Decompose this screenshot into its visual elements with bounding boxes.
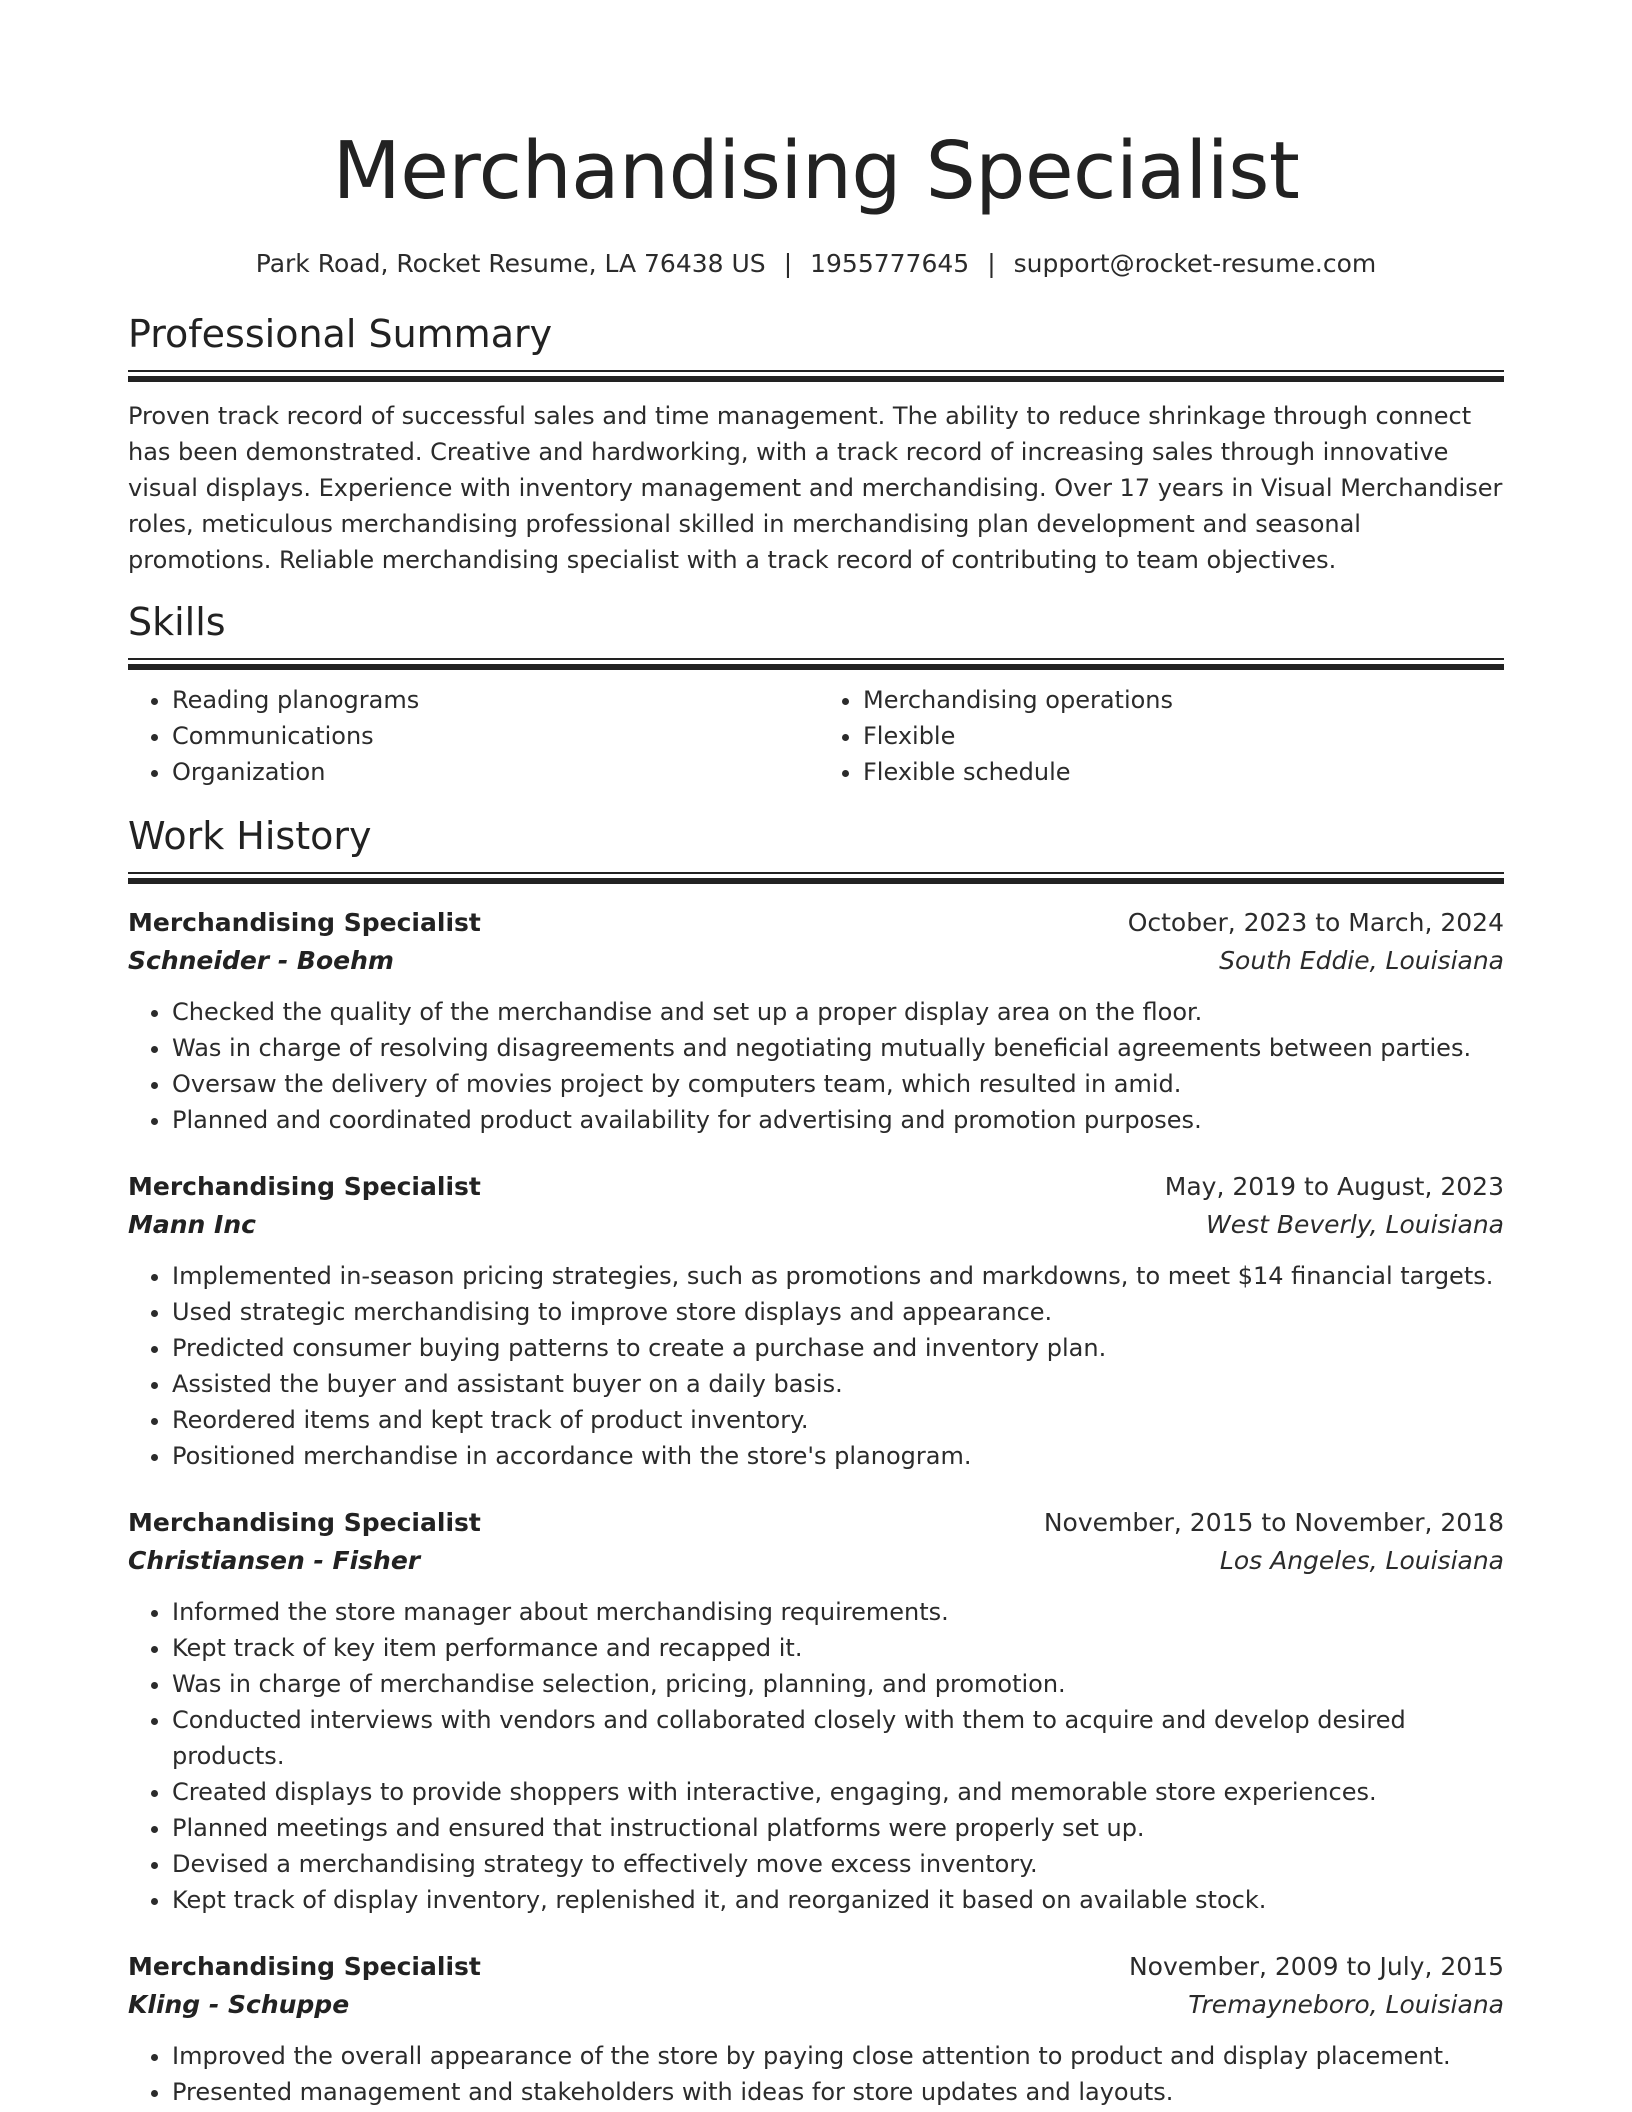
section-divider — [128, 872, 1504, 884]
job-title: Merchandising Specialist — [128, 1172, 481, 1201]
contact-line — [128, 246, 1504, 282]
skill-item: • Organization — [172, 754, 813, 790]
skills-section — [128, 598, 1504, 790]
job-entry — [128, 1504, 1504, 1918]
work-history-heading: Work History — [128, 814, 372, 858]
job-bullet: • Assisted the buyer and assistant buyer on a daily basis. — [172, 1366, 1504, 1402]
job-bullet: • Presented management and stakeholders with ideas for store updates and layouts. — [172, 2074, 1504, 2110]
job-bullet: • Predicted consumer buying patterns to create a purchase and inventory plan. — [172, 1330, 1504, 1366]
job-location: South Eddie, Louisiana — [1219, 946, 1504, 975]
work-history-section — [128, 812, 1504, 2110]
candidate-name: Merchandising Specialist — [332, 125, 1300, 217]
job-location: West Beverly, Louisiana — [1205, 1210, 1504, 1239]
summary-heading: Professional Summary — [128, 312, 553, 356]
job-company: Kling - Schuppe — [128, 1990, 350, 2019]
job-bullet: • Implemented in-season pricing strategies, such as promotions and markdowns, to meet $14 financial targets. — [172, 1258, 1504, 1294]
job-bullet: • Checked the quality of the merchandise and set up a proper display area on the floor. — [172, 994, 1504, 1030]
job-company: Mann Inc — [128, 1210, 256, 1239]
job-entry — [128, 1948, 1504, 2110]
job-location: Tremayneboro, Louisiana — [1188, 1990, 1504, 2019]
job-bullet: • Positioned merchandise in accordance with the store's planogram. — [172, 1438, 1504, 1474]
skills-heading: Skills — [128, 600, 226, 644]
job-bullets — [128, 1594, 1504, 1918]
job-bullet: • Created displays to provide shoppers with interactive, engaging, and memorable store experiences. — [172, 1774, 1504, 1810]
job-entry — [128, 904, 1504, 1138]
skill-item: • Flexible — [863, 718, 1504, 754]
job-dates: November, 2009 to July, 2015 — [1128, 1952, 1504, 1981]
resume-page — [128, 0, 1504, 2110]
job-dates: October, 2023 to March, 2024 — [1127, 908, 1504, 937]
summary-section — [128, 310, 1504, 578]
section-divider — [128, 370, 1504, 382]
job-dates: November, 2015 to November, 2018 — [1043, 1508, 1504, 1537]
job-title: Merchandising Specialist — [128, 908, 481, 937]
job-entry — [128, 1168, 1504, 1474]
job-bullet: • Was in charge of merchandise selection, pricing, planning, and promotion. — [172, 1666, 1504, 1702]
summary-text: Proven track record of successful sales and time management. The ability to reduce shrinkage through connect has been demonstrated. Creative and hardworking, with a track record of increasing sales through innovative visual displays. Experience with inventory management and merchandising. Over 17 years in Visual Merchandiser roles, meticulous merchandising professional skilled in merchandising plan development and seasonal promotions. Reliable merchandising specialist with a track record of contributing to team objectives. — [128, 402, 1503, 574]
job-company: Christiansen - Fisher — [128, 1546, 421, 1575]
job-dates: May, 2019 to August, 2023 — [1164, 1172, 1504, 1201]
skill-item: • Reading planograms — [172, 682, 813, 718]
skill-item: • Merchandising operations — [863, 682, 1504, 718]
contact-separator: | — [783, 249, 793, 278]
contact-address: Park Road, Rocket Resume, LA 76438 US — [255, 249, 766, 278]
job-bullets — [128, 1258, 1504, 1474]
job-bullet: • Reordered items and kept track of product inventory. — [172, 1402, 1504, 1438]
job-title: Merchandising Specialist — [128, 1508, 481, 1537]
job-bullet: • Used strategic merchandising to improve store displays and appearance. — [172, 1294, 1504, 1330]
job-bullet: • Kept track of display inventory, replenished it, and reorganized it based on available stock. — [172, 1882, 1504, 1918]
job-bullet: • Improved the overall appearance of the store by paying close attention to product and display placement. — [172, 2038, 1504, 2074]
job-bullet: • Planned meetings and ensured that instructional platforms were properly set up. — [172, 1810, 1504, 1846]
job-title: Merchandising Specialist — [128, 1952, 481, 1981]
job-bullet: • Informed the store manager about merchandising requirements. — [172, 1594, 1504, 1630]
skills-list-right — [813, 682, 1504, 790]
skills-columns — [128, 682, 1504, 790]
job-bullet: • Oversaw the delivery of movies project by computers team, which resulted in amid. — [172, 1066, 1504, 1102]
resume-header — [128, 118, 1504, 282]
job-company: Schneider - Boehm — [128, 946, 394, 975]
job-bullets — [128, 2038, 1504, 2110]
skill-item: • Communications — [172, 718, 813, 754]
job-bullet: • Devised a merchandising strategy to effectively move excess inventory. — [172, 1846, 1504, 1882]
job-bullets — [128, 994, 1504, 1138]
job-bullet: • Planned and coordinated product availability for advertising and promotion purposes. — [172, 1102, 1504, 1138]
job-bullet: • Was in charge of resolving disagreements and negotiating mutually beneficial agreements between parties. — [172, 1030, 1504, 1066]
skill-item: • Flexible schedule — [863, 754, 1504, 790]
skills-list-left — [128, 682, 813, 790]
job-bullet: • Kept track of key item performance and recapped it. — [172, 1630, 1504, 1666]
job-location: Los Angeles, Louisiana — [1219, 1546, 1504, 1575]
section-divider — [128, 658, 1504, 670]
job-bullet: • Conducted interviews with vendors and collaborated closely with them to acquire and develop desired products. — [172, 1702, 1504, 1774]
contact-email[interactable]: support@rocket-resume.com — [1013, 249, 1377, 278]
contact-separator: | — [987, 249, 996, 278]
contact-phone: 1955777645 — [810, 249, 970, 278]
